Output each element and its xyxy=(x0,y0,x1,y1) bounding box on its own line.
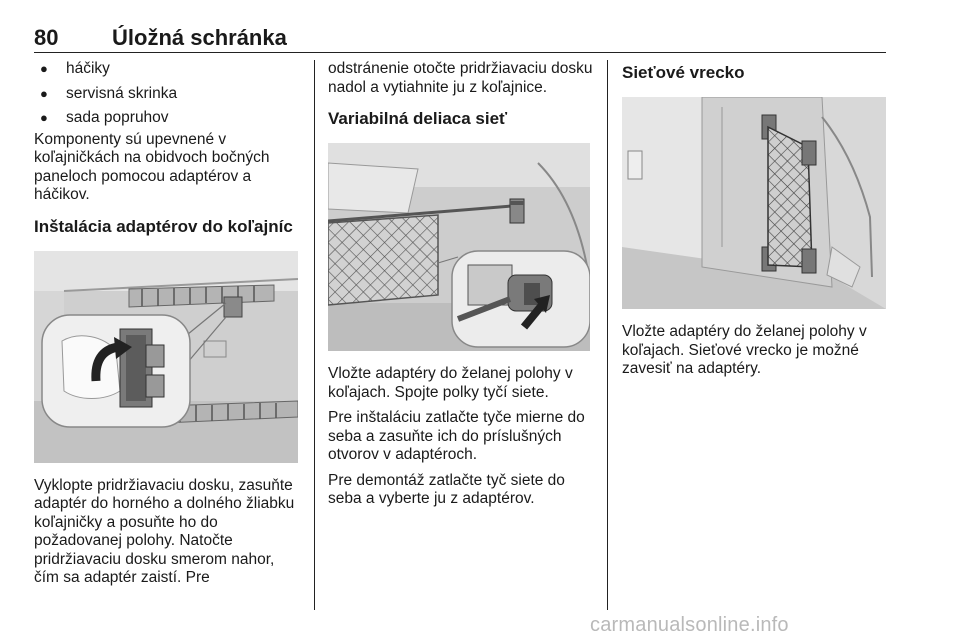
page-number: 80 xyxy=(34,25,59,50)
continued-paragraph: odstránenie otočte pridržiavaciu dosku nadol a vytiahnite ju z koľajnice. xyxy=(328,60,593,96)
intro-paragraph: Komponenty sú upevnené v koľajničkách na obidvoch bočných paneloch pomocou adaptérov a háčikov. xyxy=(34,130,270,203)
column-1 xyxy=(34,60,298,595)
partition-net-step-2: Pre inštaláciu zatlačte tyče mierne do seba a zasuňte ich do príslušných otvorov v adaptéroch. xyxy=(328,409,585,463)
chapter-title: Úložná schránka xyxy=(112,25,287,50)
section-heading-net-pocket: Sieťové vrecko xyxy=(622,63,745,82)
list-item: ● háčiky xyxy=(34,60,298,79)
list-item: ● servisná skrinka xyxy=(34,85,298,104)
section-heading-partition-net: Variabilná deliaca sieť xyxy=(328,109,508,128)
column-divider-1 xyxy=(314,60,315,610)
column-2 xyxy=(328,60,596,516)
partition-net-step-3: Pre demontáž zatlačte tyč siete do seba a vyberte ju z adaptérov. xyxy=(328,471,565,507)
list-item: ● sada popruhov xyxy=(34,109,298,128)
watermark: carmanualsonline.info xyxy=(590,614,789,636)
section-heading-adapters: Inštalácia adaptérov do koľajníc xyxy=(34,216,293,236)
partition-net-illustration xyxy=(328,143,590,351)
column-divider-2 xyxy=(607,60,608,610)
net-pocket-instructions: Vložte adaptéry do želanej polohy v koľajach. Sieťové vrecko je možné zavesiť na adaptéry. xyxy=(622,323,867,377)
page-header xyxy=(34,22,886,53)
adapter-instructions: Vyklopte pridržiavaciu dosku, zasuňte adaptér do horného a dolného žliabku koľajničky a posuňte ho do požadovanej polohy. Natočte pridržiavaciu dosku smerom nahor, čím sa adaptér zaistí. Pre xyxy=(34,476,295,586)
net-pocket-illustration xyxy=(622,97,886,309)
partition-net-step-1: Vložte adaptéry do želanej polohy v koľajach. Spojte polky tyčí siete. xyxy=(328,365,573,401)
adapter-installation-illustration xyxy=(34,251,298,463)
column-3 xyxy=(622,60,886,386)
component-list xyxy=(34,60,298,128)
